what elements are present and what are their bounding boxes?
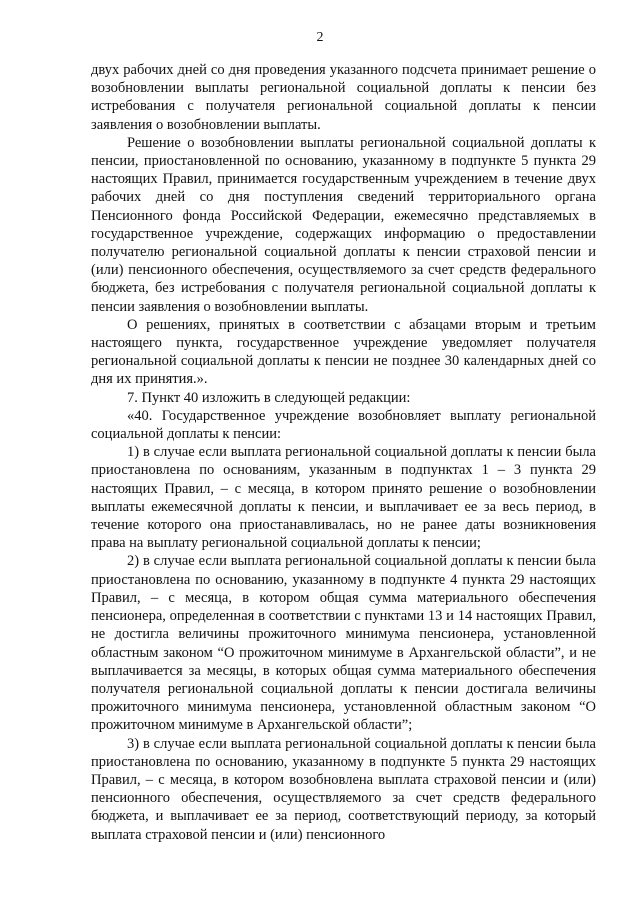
paragraph-resumption-decision: Решение о возобновлении выплаты региональной социальной доплаты к пенсии, приостановленной по основанию, указанному в подпункте 5 пункта 29 настоящих Правил, принимается государственным учреждением в течение двух рабочих дней со дня поступления сведений территориального органа Пенсионного фонда Российской Федерации, ежемесячно представляемых в государственное учреждение, содержащих информацию о предоставлении получателю региональной социальной доплаты к пенсии страховой пенсии и (или) пенсионного обеспечения, осуществляемого за счет средств федерального бюджета, без истребования с получателя региональной социальной доплаты к пенсии заявления о возобновлении выплаты. xyxy=(91,134,596,315)
paragraph-item-7: 7. Пункт 40 изложить в следующей редакции: xyxy=(127,389,411,406)
paragraph-notification: О решениях, принятых в соответствии с абзацами вторым и третьим настоящего пункта, государственное учреждение уведомляет получателя региональной социальной доплаты к пенсии не позднее 30 календарных дней со дня их принятия.». xyxy=(91,316,596,388)
paragraph-subitem-2: 2) в случае если выплата региональной социальной доплаты к пенсии была приостановлена по основанию, указанному в подпункте 4 пункта 29 настоящих Правил, – с месяца, в котором общая сумма материального обеспечения пенсионера, определенная в соответствии с пунктами 13 и 14 настоящих Правил, не достигла величины прожиточного минимума пенсионера, установленной областным законом “О прожиточном минимуме в Архангельской области”, и не выплачивается за месяцы, в которых общая сумма материального обеспечения получателя региональной социальной доплаты к пенсии достигала величины прожиточного минимума пенсионера, установленной областным законом “О прожиточном минимуме в Архангельской области”; xyxy=(91,553,596,734)
document-body xyxy=(91,61,596,844)
paragraph-subitem-1: 1) в случае если выплата региональной социальной доплаты к пенсии была приостановлена по основаниям, указанным в подпунктах 1 – 3 пункта 29 настоящих Правил, – с месяца, в котором принято решение о возобновлении выплаты ежемесячной доплаты к пенсии, и выплачивает ее за весь период, в течение которого она приостанавливалась, но не ранее даты возникновения права на выплату региональной социальной доплаты к пенсии; xyxy=(91,444,596,552)
paragraph-clause-40: «40. Государственное учреждение возобновляет выплату региональной социальной доплаты к пенсии: xyxy=(91,407,596,443)
paragraph-continuation: двух рабочих дней со дня проведения указанного подсчета принимает решение о возобновлении выплаты региональной социальной доплаты к пенсии без истребования с получателя региональной социальной доплаты к пенсии заявления о возобновлении выплаты. xyxy=(91,62,596,133)
paragraph-subitem-3: 3) в случае если выплата региональной социальной доплаты к пенсии была приостановлена по основанию, указанному в подпункте 5 пункта 29 настоящих Правил, – с месяца, в котором возобновлена выплата страховой пенсии и (или) пенсионного обеспечения, осуществляемого за счет средств федерального бюджета, и выплачивает ее за период, соответствующий периоду, за который выплата страховой пенсии и (или) пенсионного xyxy=(91,735,596,843)
page-number: 2 xyxy=(316,30,324,45)
